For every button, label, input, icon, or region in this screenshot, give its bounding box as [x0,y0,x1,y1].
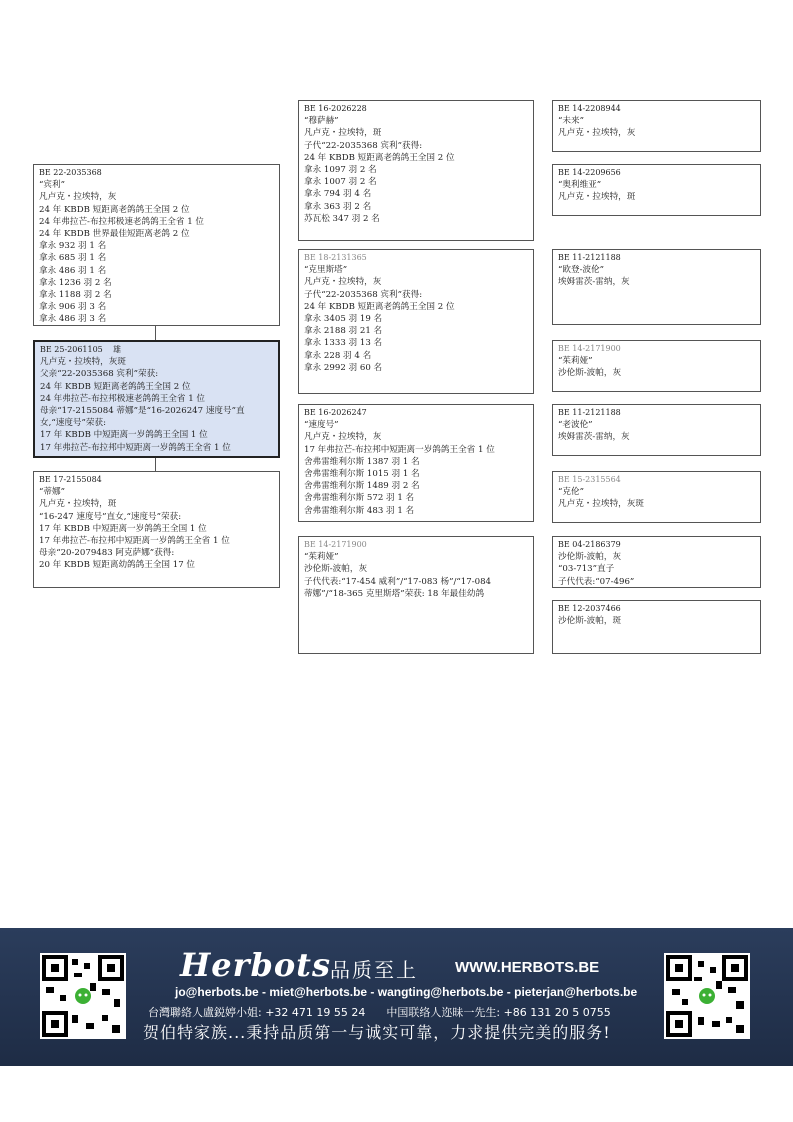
subject-details [40,356,273,454]
contact-taiwan: 台灣聯絡人盧鋭婷小姐: +32 471 19 55 24 [148,1006,366,1019]
detail-line: 拿永 3405 羽 19 名 [304,314,383,325]
ggp-box-1 [552,100,761,152]
ggp-id: BE 14-2209656 [558,168,621,177]
ggp-box-3 [552,249,761,325]
slogan: 品质至上 [330,958,418,982]
detail-line: 沙伦斯-波帕，灰 [558,368,622,379]
detail-line: 17 年弗拉芒-布拉邦中短距离一岁鸽鸽王全省 1 位 [304,444,495,455]
detail-line: 凡卢克・拉埃特，灰 [304,432,382,443]
detail-line: 24 年弗拉芒-布拉邦极速老鸽鸽王全省 1 位 [39,216,205,227]
ggp-id: BE 11-2121188 [558,253,621,262]
detail-line: “欧登-波伦” [558,265,605,276]
detail-line: 女,“速度号”荣获: [40,418,106,429]
detail-line: 拿永 794 羽 4 名 [304,189,372,200]
sire-box [33,164,280,326]
detail-line: 子代代表:“07-496” [558,576,635,587]
ggp-details [558,419,755,443]
ggp-id: BE 12-2037466 [558,604,621,613]
sire-sire-id: BE 16-2026228 [304,104,367,113]
detail-line: 舍弗雷维利尔斯 1015 羽 1 名 [304,469,420,480]
detail-line: 凡卢克・拉埃特，灰 [304,277,382,288]
detail-line: “克里斯塔” [304,265,348,276]
detail-line: 24 年 KBDB 短距离老鸽鸽王全国 2 位 [304,301,455,312]
ggp-id: BE 14-2171900 [558,344,621,353]
sire-dam-box [298,249,534,394]
detail-line: “宾利” [39,180,65,191]
dam-dam-box [298,536,534,654]
detail-line: 拿永 363 羽 2 名 [304,201,372,212]
dam-sire-box [298,404,534,522]
dam-details [39,486,274,571]
ggp-box-7 [552,536,761,588]
detail-line: “茱莉娅” [558,356,593,367]
detail-line: 拿永 486 羽 3 名 [39,314,107,325]
sire-sire-details [304,115,528,225]
detail-line: 子代代表:“17-454 威利”/“17-083 杨”/“17-084 [304,576,491,587]
detail-line: 沙伦斯-波帕，斑 [558,616,622,627]
detail-line: 母亲“17-2155084 蒂娜”是“16-2026247 速度号”直 [40,406,245,417]
sire-dam-details [304,264,528,374]
detail-line: “克伦” [558,487,584,498]
detail-line: “老波伦” [558,420,593,431]
sire-details [39,179,274,325]
detail-line: 凡卢克・拉埃特，灰 [39,192,117,203]
sire-dam-id: BE 18-2131365 [304,253,367,262]
email-contacts[interactable]: jo@herbots.be - miet@herbots.be - wangting@herbots.be - pieterjan@herbots.be [175,985,638,999]
detail-line: “穆萨赫” [304,116,339,127]
dam-id: BE 17-2155084 [39,475,102,484]
dam-dam-id: BE 14-2171900 [304,540,367,549]
ggp-box-8 [552,600,761,654]
detail-line: 舍弗雷维利尔斯 1489 羽 2 名 [304,481,420,492]
ggp-id: BE 11-2121188 [558,408,621,417]
detail-line: 拿永 2992 羽 60 名 [304,362,383,373]
phone-contacts [148,1004,611,1020]
subject-header [40,344,273,356]
ggp-details [558,115,755,139]
footer-banner [0,928,793,1066]
detail-line: 苏瓦松 347 羽 2 名 [304,213,380,224]
detail-line: “速度号” [304,420,339,431]
detail-line: 母亲“20-2079483 阿克萨娜”获得: [39,548,175,559]
connector-subject-dam [155,458,156,472]
detail-line: 舍弗雷维利尔斯 483 羽 1 名 [304,505,415,516]
detail-line: “茱莉娅” [304,552,339,563]
detail-line: 凡卢克・拉埃特，灰斑 [40,357,126,368]
detail-line: 拿永 2188 羽 21 名 [304,326,383,337]
detail-line: “03-713”直子 [558,564,615,575]
detail-line: 沙伦斯-波帕，灰 [304,564,368,575]
detail-line: 拿永 1188 羽 2 名 [39,290,112,301]
detail-line: 拿永 486 羽 1 名 [39,265,107,276]
dam-box [33,471,280,588]
contact-china: 中国联络人迩昧一先生: +86 131 20 5 0755 [386,1006,611,1019]
detail-line: 拿永 1097 羽 2 名 [304,165,377,176]
detail-line: 子代“22-2035368 宾利”获得: [304,140,423,151]
detail-line: 拿永 1333 羽 13 名 [304,338,383,349]
detail-line: 凡卢克・拉埃特，灰斑 [558,499,644,510]
detail-line: 埃姆雷茨-雷纳，灰 [558,432,630,443]
detail-line: 拿永 1236 羽 2 名 [39,277,112,288]
ggp-details [558,486,755,510]
detail-line: 24 年弗拉芒-布拉邦极速老鸽鸽王全省 1 位 [40,393,206,404]
detail-line: 拿永 906 羽 3 名 [39,302,107,313]
detail-line: 拿永 685 羽 1 名 [39,253,107,264]
ggp-box-5 [552,404,761,456]
ggp-details [558,355,755,379]
ggp-details [558,179,755,203]
detail-line: 拿永 1007 羽 2 名 [304,177,377,188]
detail-line: 17 年弗拉芒-布拉邦中短距离一岁鸽鸽王全省 1 位 [40,442,231,453]
detail-line: 凡卢克・拉埃特，斑 [304,128,382,139]
detail-line: “奥利维亚” [558,180,602,191]
detail-line: “未来” [558,116,584,127]
ggp-box-2 [552,164,761,216]
detail-line: 17 年 KBDB 中短距离一岁鸽鸽王全国 1 位 [40,430,208,441]
qr-code-right-icon[interactable] [664,953,750,1039]
subject-id: BE 25-2061105 [40,345,103,354]
detail-line: 舍弗雷维利尔斯 572 羽 1 名 [304,493,415,504]
brand-logo: Herbots [180,946,331,984]
detail-line: 沙伦斯-波帕，灰 [558,552,622,563]
sire-id: BE 22-2035368 [39,168,102,177]
detail-line: 17 年 KBDB 中短距离一岁鸽鸽王全国 1 位 [39,523,207,534]
ggp-details [558,551,755,588]
detail-line: 24 年 KBDB 短距离老鸽鸽王全国 2 位 [40,381,191,392]
detail-line: 舍弗雷维利尔斯 1387 羽 1 名 [304,456,420,467]
dam-dam-details [304,551,528,600]
detail-line: 蒂娜”/“18-365 克里斯塔”荣获: 18 年最佳幼鸽 [304,588,485,599]
detail-line: 20 年 KBDB 短距离幼鸽鸽王全国 17 位 [39,560,196,571]
detail-line: 24 年 KBDB 短距离老鸽鸽王全国 2 位 [39,204,190,215]
ggp-id: BE 04-2186379 [558,540,621,549]
detail-line: 拿永 932 羽 1 名 [39,241,107,252]
detail-line: 24 年 KBDB 短距离老鸽鸽王全国 2 位 [304,152,455,163]
ggp-box-6 [552,471,761,523]
ggp-details [558,615,755,627]
dam-sire-id: BE 16-2026247 [304,408,367,417]
ggp-id: BE 15-2315564 [558,475,621,484]
detail-line: 父亲“22-2035368 宾利”荣获: [40,369,159,380]
dam-sire-details [304,419,528,517]
motto: 贺伯特家族...秉持品质第一与诚实可靠，力求提供完美的服务! [143,1023,611,1042]
detail-line: 凡卢克・拉埃特，灰 [558,128,636,139]
detail-line: 凡卢克・拉埃特，斑 [39,499,117,510]
website-link[interactable]: WWW.HERBOTS.BE [455,959,600,976]
detail-line: “16-247 速度号”直女,“速度号”荣获: [39,511,182,522]
subject-sex: 雄 [112,345,121,354]
detail-line: 子代“22-2035368 宾利”获得: [304,289,423,300]
connector-sire-subject [155,325,156,340]
detail-line: 17 年弗拉芒-布拉邦中短距离一岁鸽鸽王全省 1 位 [39,536,230,547]
subject-box [33,340,280,458]
ggp-id: BE 14-2208944 [558,104,621,113]
detail-line: 凡卢克・拉埃特，斑 [558,192,636,203]
ggp-box-4 [552,340,761,392]
detail-line: 埃姆雷茨-雷纳，灰 [558,277,630,288]
qr-code-left-icon[interactable] [40,953,126,1039]
detail-line: 拿永 228 羽 4 名 [304,350,372,361]
ggp-details [558,264,755,288]
detail-line: “蒂娜” [39,487,65,498]
detail-line: 24 年 KBDB 世界最佳短距离老鸽 2 位 [39,229,190,240]
sire-sire-box [298,100,534,241]
